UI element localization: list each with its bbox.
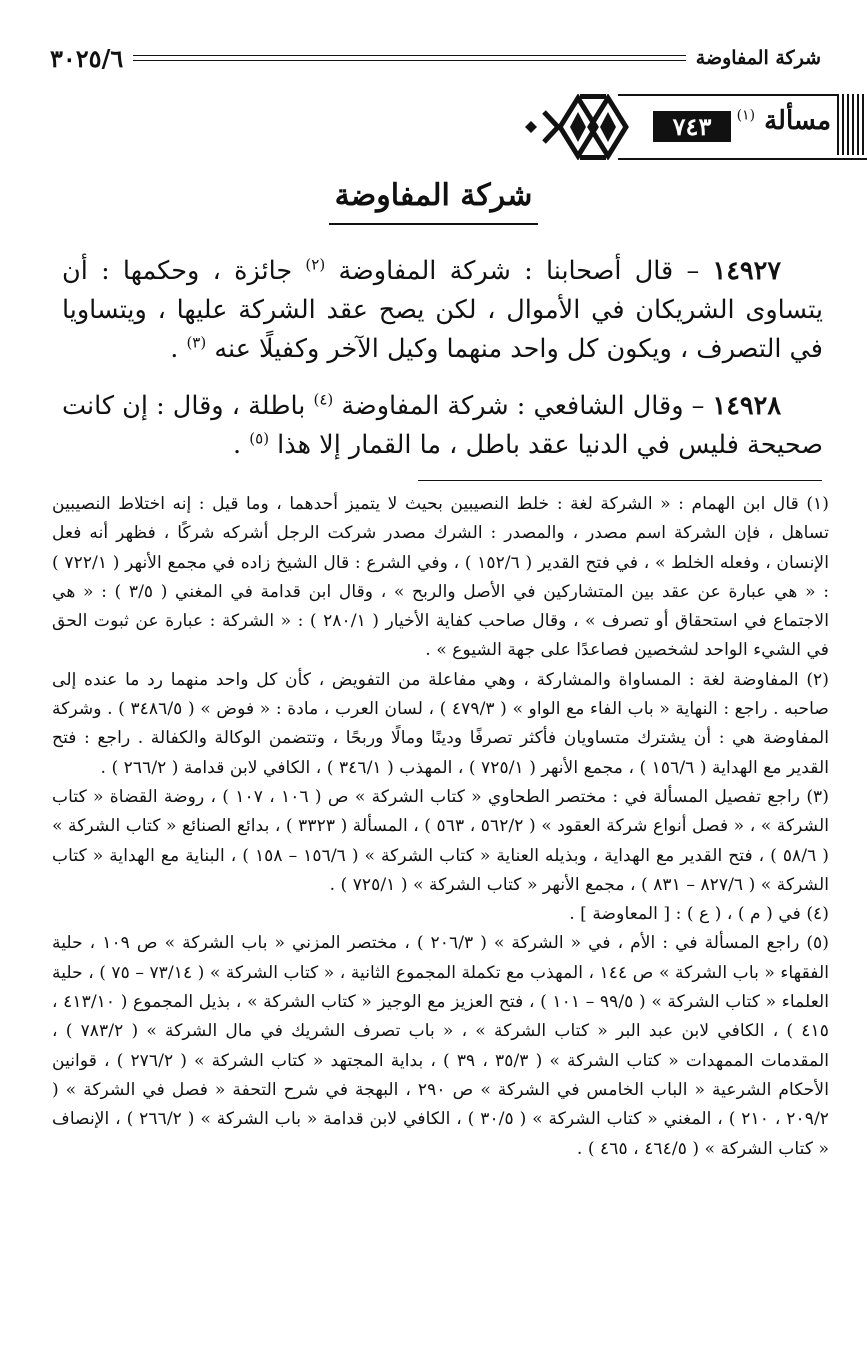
masala-footnote-marker: (١) (736, 107, 756, 124)
header-rule (133, 55, 686, 61)
section-title (0, 178, 867, 225)
paragraph-text: جائزة ، وحكمها : أن يتساوى الشريكان في الأموال ، لكن يصح عقد الشركة عليها ، ويتساويا في التصرف ، ويكون كل واحد منهما وكيل الآخر وكفيلًا عنه (62, 256, 823, 364)
paragraph-text: – وقال الشافعي : شركة المفاوضة (333, 391, 713, 421)
masala-number: ٧٤٣ (653, 111, 731, 142)
paragraph-number: ١٤٩٢٧ (712, 256, 782, 286)
running-header (50, 40, 821, 76)
footnote: (٥) راجع المسألة في : الأم ، في « الشركة » ( ٢٠٦/٣ ) ، مختصر المزني « باب الشركة » ص ١٠٩ ، حلية الفقهاء « باب الشركة » ص ١٤٤ ، المهذب مع تكملة المجموع الثانية ، « كتاب الشركة » ( ٧٣/١٤ – ٧٥ ) ، حلية العلماء « كتاب الشركة » ( ٩٩/٥ – ١٠١ ) ، فتح العزيز مع الوجيز « كتاب الشركة » ، بذيل المجموع ( ٤١٣/١٠ ، ٤١٥ ) ، الكافي لابن عبد البر « كتاب الشركة » ، « باب تصرف الشريك في مال الشركة » ( ٧٨٣/٢ ) ، المقدمات الممهدات « كتاب الشركة » ( ٣٥/٣ ، ٣٩ ) ، بداية المجتهد « كتاب الشركة » ( ٢٧٦/٢ ) ، قوانين الأحكام الشرعية « الباب الخامس في الشركة » ص ٢٩٠ ، البهجة في شرح التحفة « فصل في الشركة » ( ٢٠٩/٢ ، ٢١٠ ) ، المغني « كتاب الشركة » ( ٣٠/٥ ) ، الكافي لابن قدامة « باب الشركة » ( ٢٦٦/٢ ) ، الإنصاف « كتاب الشركة » ( ٤٦٤/٥ ، ٤٦٥ ) . (52, 933, 830, 1159)
footnotes (52, 490, 829, 1164)
footnote-ref: (٣) (186, 333, 207, 352)
footnote-divider (418, 480, 822, 481)
paragraph (62, 387, 823, 465)
main-text (62, 252, 823, 483)
footnote: (٣) راجع تفصيل المسألة في : مختصر الطحاوي « كتاب الشركة » ص ( ١٠٦ ، ١٠٧ ) ، روضة القضاة « كتاب الشركة » ، « فصل أنواع شركة العقود » ( ٥٦٢/٢ ، ٥٦٣ ) ، المسألة ( ٣٣٢٣ ) ، بدائع الصنائع « كتاب الشركة » ( ٥٨/٦ ) ، فتح القدير مع الهداية ، وبذيله العناية « كتاب الشركة » ( ١٥٦/٦ – ١٥٨ ) ، البناية مع الهداية « كتاب الشركة » ( ٨٢٧/٦ – ٨٣١ ) ، مجمع الأنهر « كتاب الشركة » ( ٧٢٥/١ ) . (52, 786, 829, 895)
footnote-ref: (٥) (249, 429, 270, 448)
paragraph (62, 252, 823, 369)
footnote-ref: (٢) (305, 255, 326, 274)
running-header-title: شركة المفاوضة (695, 47, 821, 69)
running-header-reference: ٣٠٢٥/٦ (50, 43, 124, 73)
masala-banner (522, 94, 867, 160)
masala-label (737, 106, 831, 136)
section-title-text: شركة المفاوضة (329, 178, 539, 225)
paragraph-text: – قال أصحابنا : شركة المفاوضة (325, 256, 713, 286)
masala-word: مسألة (764, 106, 831, 136)
banner-bars-decoration (837, 94, 867, 155)
paragraph-text: . (233, 430, 250, 460)
paragraph-text: . (170, 334, 187, 364)
footnote: (٤) في ( م ) ، ( ع ) : [ المعاوضة ] . (569, 904, 829, 925)
footnote-ref: (٤) (313, 390, 334, 409)
paragraph-number: ١٤٩٢٨ (712, 391, 782, 421)
footnote: (٢) المفاوضة لغة : المساواة والمشاركة ، وهي مفاعلة من التفويض ، كأن كل واحد منهما رد ما عنده إلى صاحبه . راجع : النهاية « باب الفاء مع الواو » ( ٤٧٩/٣ ) ، لسان العرب ، مادة : « فوض » ( ٣٤٨٦/٥ ) . وشركة المفاوضة هي : أن يشترك متساويان فأكثر تصرفًا ودينًا ومالًا وربحًا ، وتتضمن الوكالة والكفالة . راجع : فتح القدير مع الهداية ( ١٥٦/٦ ) ، مجمع الأنهر ( ٧٢٥/١ ) ، المهذب ( ٣٤٦/١ ) ، الكافي لابن قدامة ( ٢٦٦/٢ ) . (52, 669, 829, 778)
footnote: (١) قال ابن الهمام : « الشركة لغة : خلط النصيبين بحيث لا يتميز أحدهما ، وما قيل : إنه اختلاط النصيبين تساهل ، فإن الشركة اسم مصدر ، والمصدر : الشرك مصدر شركت الرجل أشركه شركًا ، فظهر أنه فعل الإنسان ، وفعله الخلط » ، في فتح القدير ( ١٥٢/٦ ) ، وفي الشرع : قال الشيخ زاده في مجمع الأنهر ( ٧٢٢/١ ) : « هي عبارة عن عقد بين المتشاركين في الأصل والربح » ، وقال ابن قدامة في المغني ( ٣/٥ ) : « هي الاجتماع في استحقاق أو تصرف » ، وقال صاحب كفاية الأخيار ( ٢٨٠/١ ) : « الشركة : عبارة عن ثبوت الحق في الشيء الواحد لشخصين فصاعدًا على جهة الشيوع » . (52, 494, 829, 661)
paragraph-text: باطلة ، وقال : إن كانت صحيحة فليس في الدنيا عقد باطل ، ما القمار إلا هذا (62, 391, 823, 460)
